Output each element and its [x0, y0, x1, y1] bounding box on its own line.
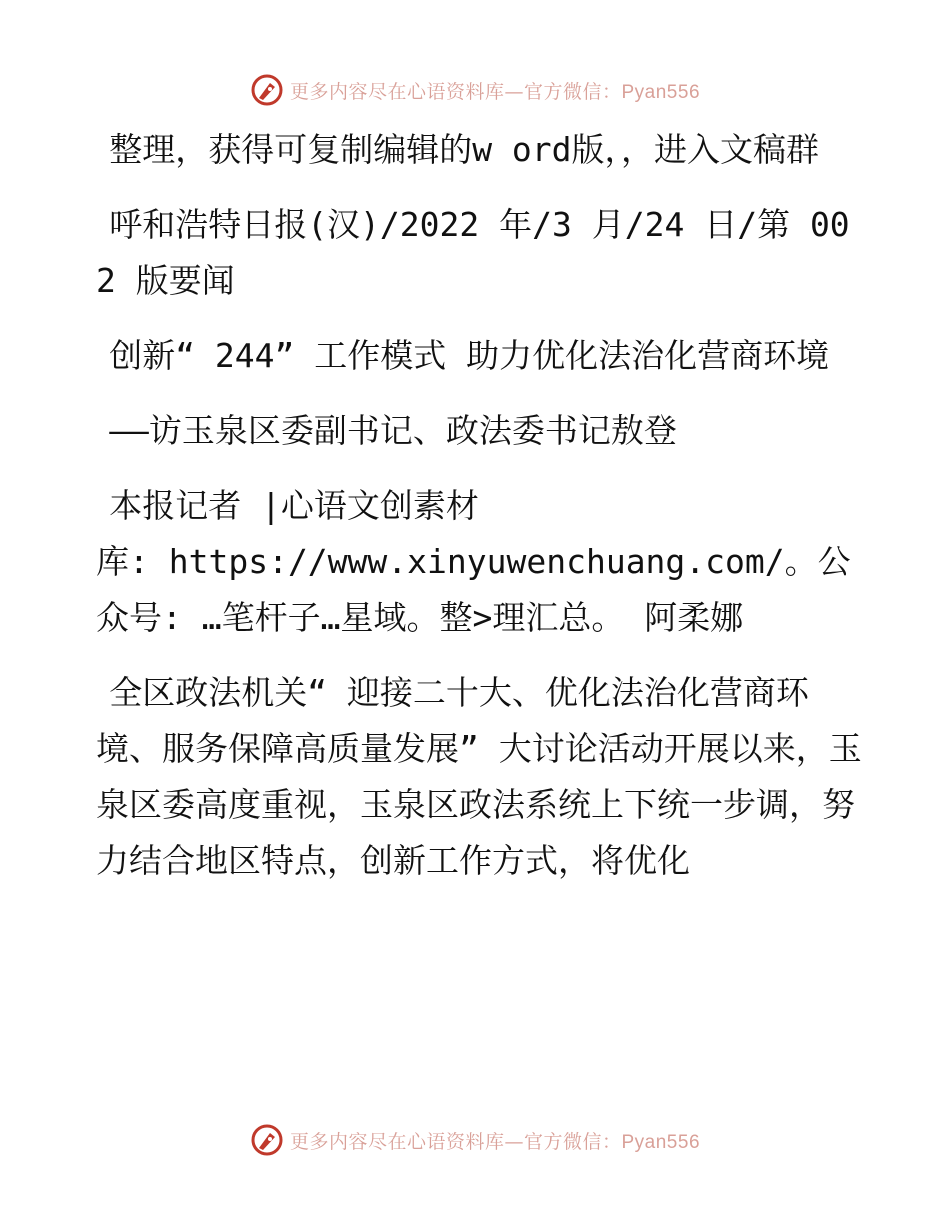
document-body	[96, 122, 866, 908]
footer-banner-text	[290, 1127, 700, 1154]
paragraph-headline: 创新“ 244” 工作模式 助力优化法治化营商环境	[109, 336, 830, 375]
paragraph-subheadline: ——访玉泉区委副书记、政法委书记敖登	[109, 411, 677, 450]
footer-banner-wechat-label: 官方微信：	[523, 1130, 622, 1153]
header-banner-text	[290, 77, 700, 104]
footer-banner-inner	[250, 1123, 700, 1157]
paragraph-intro: 整理，获得可复制编辑的w ord版，，进入文稿群	[109, 130, 820, 169]
header-banner-separator: —	[504, 80, 524, 103]
paragraph-source: 呼和浩特日报(汉)/2022 年/3 月/24 日/第 002 版要闻	[96, 205, 850, 300]
footer-banner-site: 更多内容尽在心语资料库	[289, 1130, 505, 1153]
header-watermark-banner	[0, 70, 950, 110]
pen-nib-logo-icon	[250, 73, 284, 107]
paragraph-body: 全区政法机关“ 迎接二十大、优化法治化营商环境、服务保障高质量发展” 大讨论活动开展以来，玉泉区委高度重视，玉泉区政法系统上下统一步调，努力结合地区特点，创新工作方式，将优化	[96, 673, 862, 880]
header-banner-handle: Pyan556	[621, 81, 701, 103]
header-banner-site: 更多内容尽在心语资料库	[289, 80, 505, 103]
paragraph-byline-continued: 库: https://www.xinyuwenchuang.com/。公众号: …笔杆子…星域。整>理汇总。 阿柔娜	[96, 542, 851, 637]
paragraph-byline: 本报记者 |心语文创素材	[109, 486, 479, 525]
header-banner-wechat-label: 官方微信：	[523, 80, 622, 103]
pen-nib-logo-icon	[250, 1123, 284, 1157]
footer-banner-handle: Pyan556	[621, 1131, 701, 1153]
footer-watermark-banner	[0, 1120, 950, 1160]
header-banner-inner	[250, 73, 700, 107]
footer-banner-separator: —	[504, 1130, 524, 1153]
